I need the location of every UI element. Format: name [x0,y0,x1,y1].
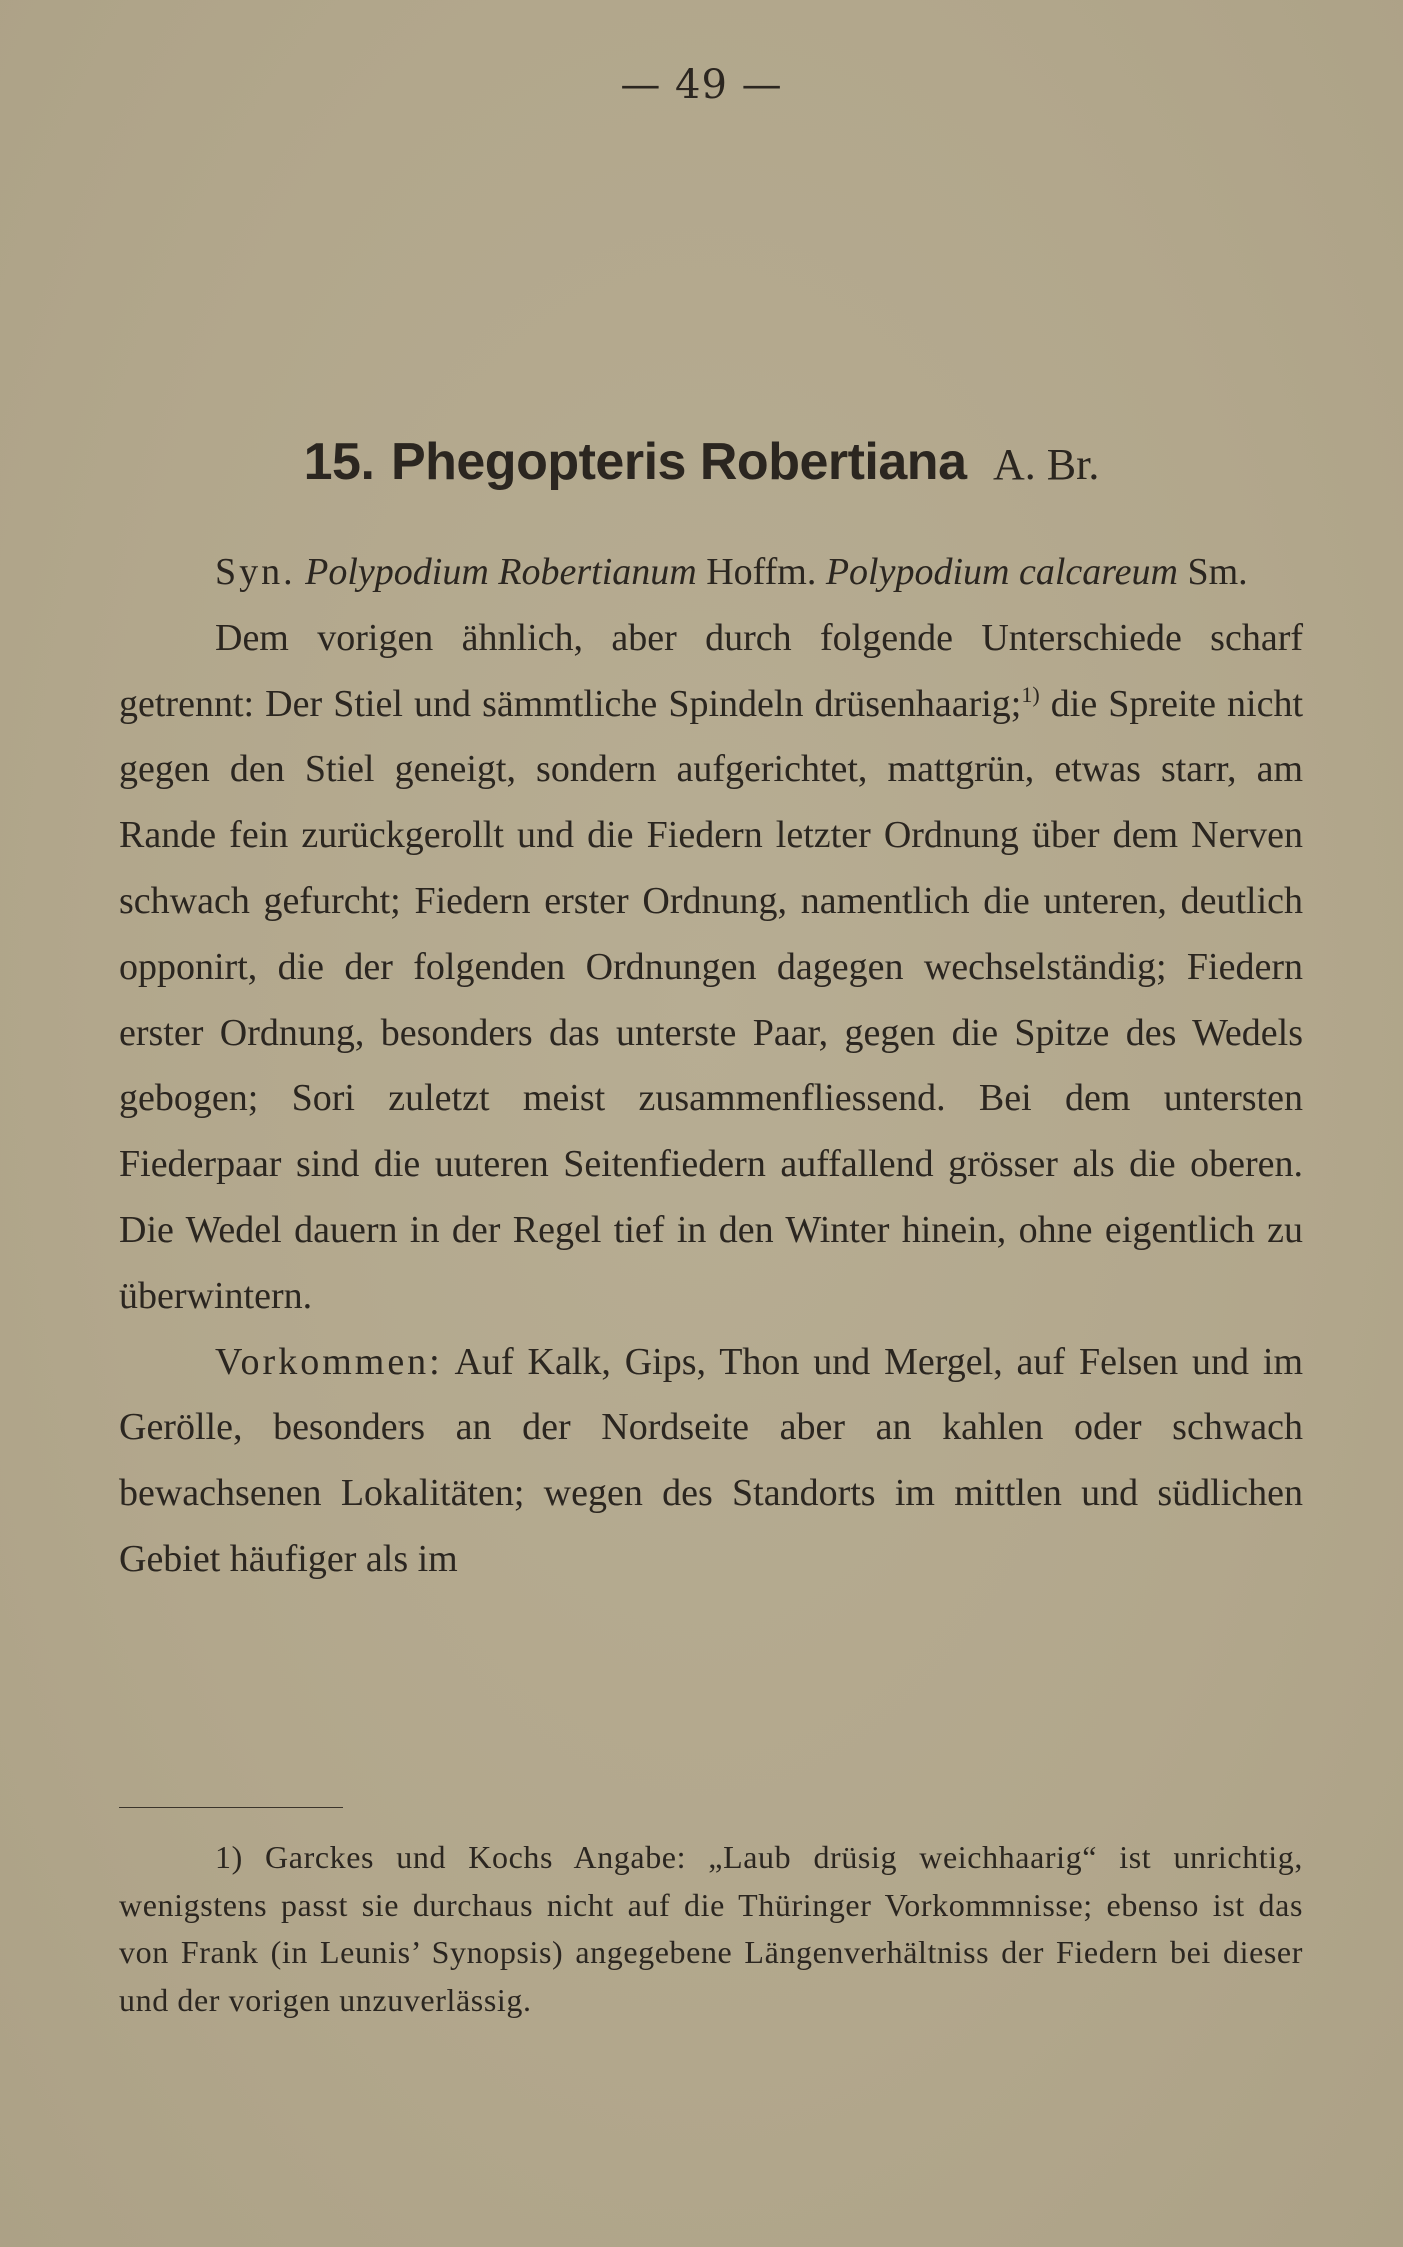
synonym-2-author: Sm. [1187,551,1248,593]
synonym-1: Polypodium Robertianum [305,551,697,593]
description-paragraph [119,606,1303,1330]
synonym-1-author: Hoffm. [706,551,817,593]
occurrence-label: Vorkommen: [215,1340,443,1383]
page-number: — 49 — [620,62,783,108]
section-heading [0,432,1403,495]
body-text [119,540,1303,1593]
description-text-b: die Spreite nicht gegen den Stiel geneigt, sondern aufgerichtet, mattgrün, etwas starr, am Rande fein zurückgerollt und die Fiedern letzter Ordnung über dem Nerven schwach gefurcht; Fiedern erster Ordnung, namentlich die unteren, deutlich opponirt, die der folgenden Ordnungen dagegen wechselständig; Fiedern erster Ordnung, besonders das unterste Paar, gegen die Spitze des Wedels gebogen; Sori zuletzt meist zusammenfliessend. Bei dem untersten Fiederpaar sind die uuteren Seitenfiedern auffallend grösser als die oberen. Die Wedel dauern in der Regel tief in den Winter hinein, ohne eigentlich zu überwintern. [119,682,1304,1317]
occurrence-text: Auf Kalk, Gips, Thon und Mergel, auf Felsen und im Gerölle, besonders an der Nordseite aber an kahlen oder schwach bewachsenen Lokalitäten; wegen des Standorts im mittlen und südlichen Gebiet häufiger als im [119,1340,1304,1580]
species-author: A. Br. [993,440,1100,489]
footnote-divider [119,1807,343,1808]
section-number: 15. [303,433,375,491]
footnote-reference: 1) [1021,681,1040,707]
occurrence-paragraph [119,1330,1303,1593]
synonym-paragraph [119,540,1303,606]
synonym-2: Polypodium calcareum [825,551,1178,593]
species-name: Phegopteris Robertiana [390,433,967,491]
description-text-a: Dem vorigen ähnlich, aber durch folgende Unterschiede scharf getrennt: Der Stiel und sämmtliche Spindeln drüsenhaarig; [119,616,1303,725]
synonym-label: Syn. [215,551,296,593]
footnote-text: 1) Garckes und Kochs Angabe: „Laub drüsig weichhaarig“ ist unrichtig, wenigstens passt sie durchaus nicht auf die Thüringer Vorkommnisse; ebenso ist das von Frank (in Leunis’ Synopsis) angegebene Längenverhältniss der Fiedern bei dieser und der vorigen unzuverlässig. [119,1839,1303,2018]
footnote [119,1834,1303,2024]
